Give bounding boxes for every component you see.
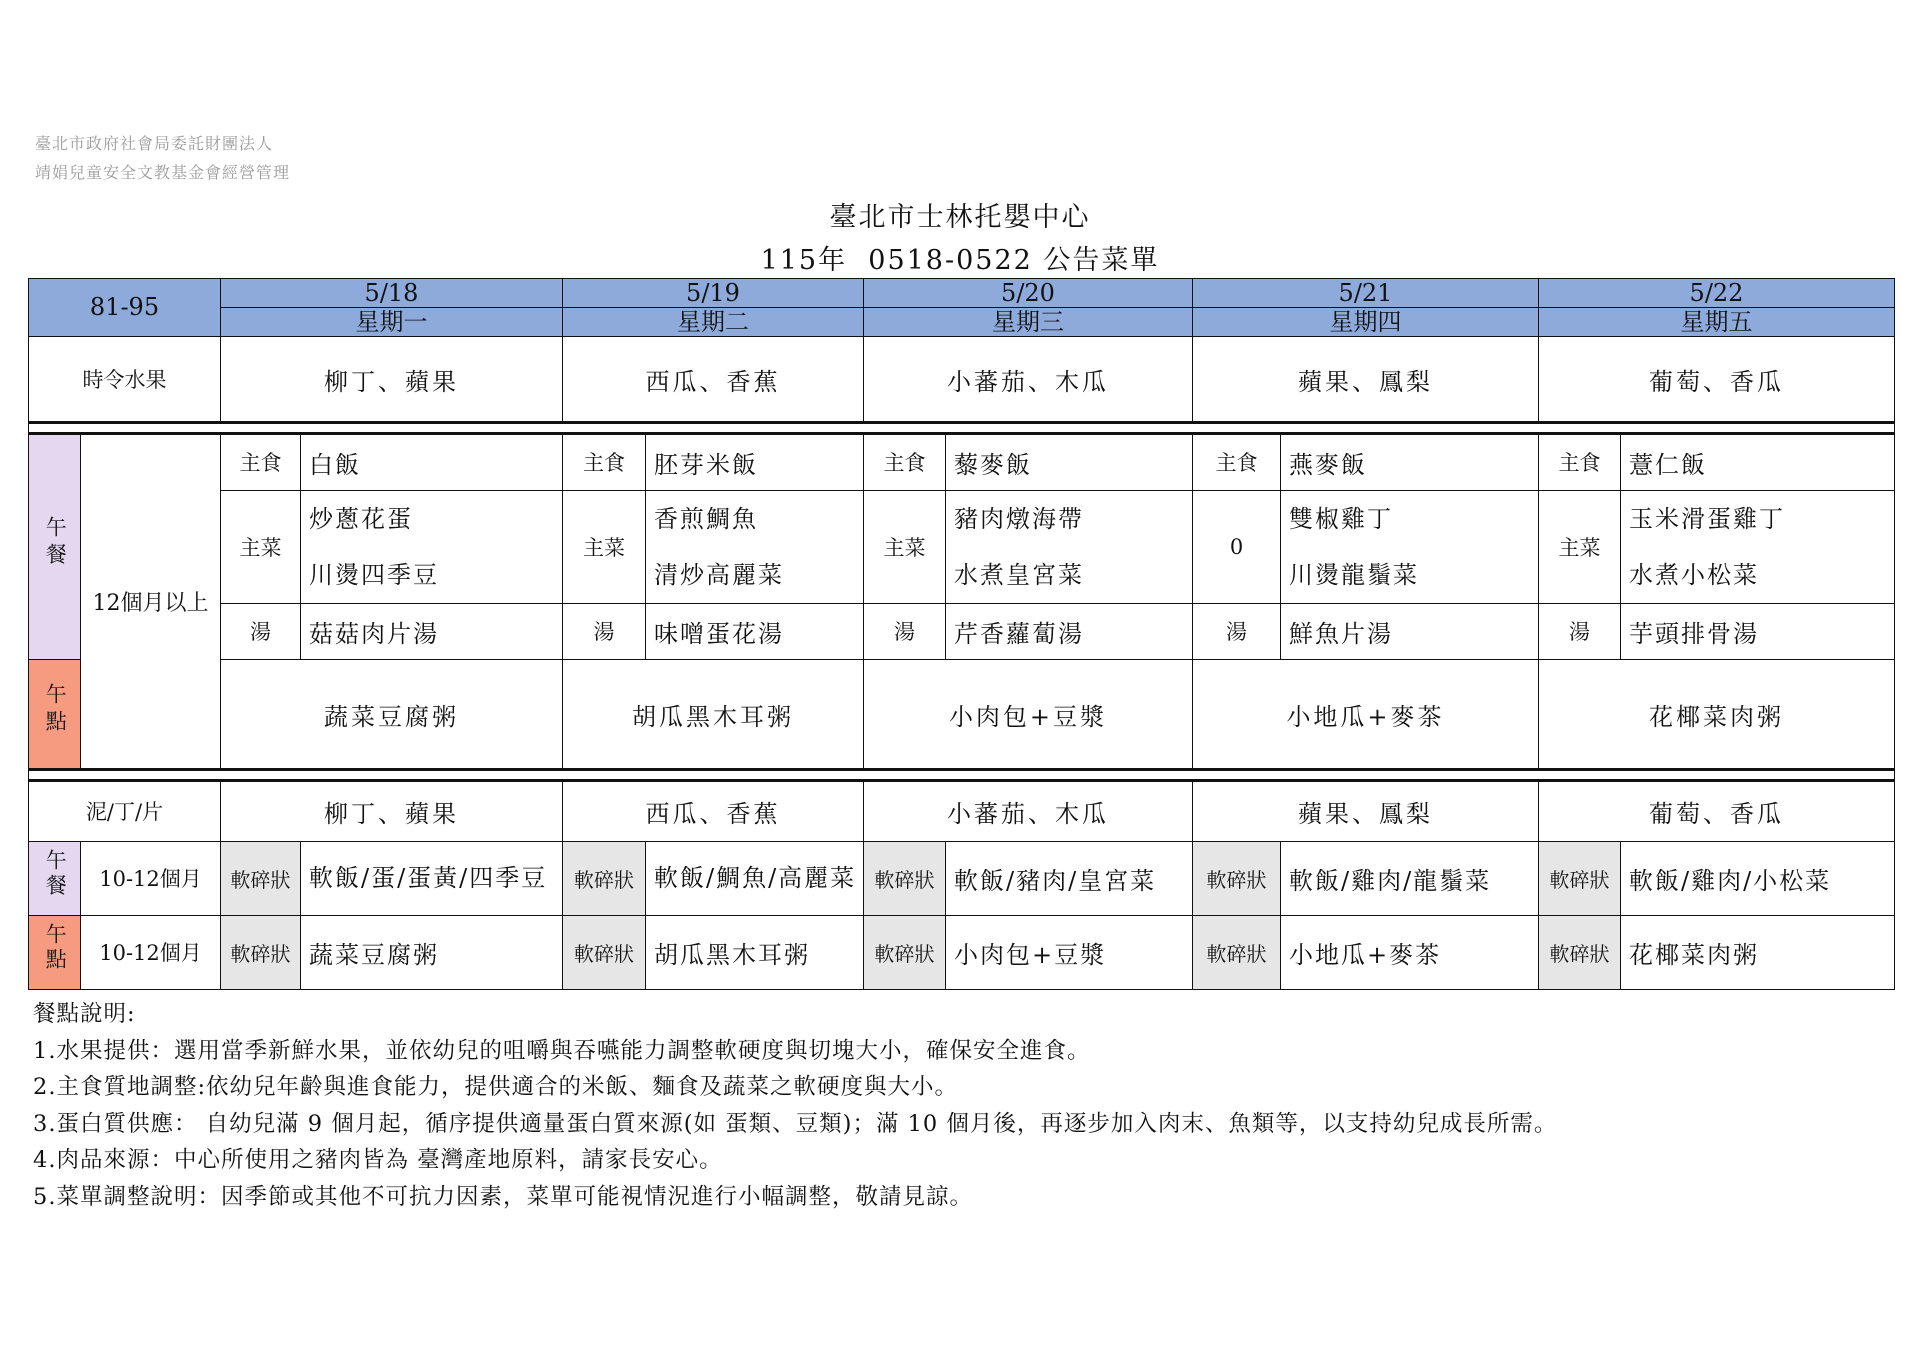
note-item-5: 5.菜單調整說明：因季節或其他不可抗力因素，菜單可能視情況進行小幅調整，敬請見諒。 xyxy=(33,1183,973,1210)
weekday-tue: 星期二 xyxy=(563,308,864,337)
young-snack-age: 10-12個月 xyxy=(81,915,221,989)
young-lunch-texture-wed: 軟碎狀 xyxy=(864,841,946,915)
main-label-wed: 主菜 xyxy=(864,490,946,603)
soup-label-thu: 湯 xyxy=(1193,603,1281,659)
meal-notes xyxy=(33,996,1557,1215)
main-fri-1: 玉米滑蛋雞丁 xyxy=(1629,504,1785,533)
note-item-1: 1.水果提供：選用當季新鮮水果，並依幼兒的咀嚼與吞嚥能力調整軟硬度與切塊大小，確保安全進食。 xyxy=(33,1037,1091,1064)
main-fri-2: 水煮小松菜 xyxy=(1629,560,1759,589)
main-tue xyxy=(646,490,864,603)
puree-fruit-wed: 小蕃茄、木瓜 xyxy=(864,781,1193,841)
staple-thu: 燕麥飯 xyxy=(1281,434,1539,490)
notes-heading: 餐點說明: xyxy=(33,1001,136,1027)
weekday-wed: 星期三 xyxy=(864,308,1193,337)
young-lunch-texture-fri: 軟碎狀 xyxy=(1539,841,1621,915)
date-wed: 5/20 xyxy=(864,279,1193,308)
young-snack-label: 午點 xyxy=(29,915,81,989)
older-age-label: 12個月以上 xyxy=(81,434,221,770)
fruit-fri: 葡萄、香瓜 xyxy=(1539,337,1895,423)
main-thu-2: 川燙龍鬚菜 xyxy=(1289,560,1419,589)
young-lunch-fri: 軟飯/雞肉/小松菜 xyxy=(1621,841,1895,915)
org-line-2: 靖娟兒童安全文教基金會經營管理 xyxy=(35,163,291,182)
young-lunch-mon: 軟飯/蛋/蛋黃/四季豆 xyxy=(301,841,563,915)
soup-label-fri: 湯 xyxy=(1539,603,1621,659)
fruit-wed: 小蕃茄、木瓜 xyxy=(864,337,1193,423)
young-lunch-texture-thu: 軟碎狀 xyxy=(1193,841,1281,915)
menu-table xyxy=(28,278,1895,990)
young-snack-wed: 小肉包+豆漿 xyxy=(946,915,1193,989)
young-snack-texture-thu: 軟碎狀 xyxy=(1193,915,1281,989)
soup-mon: 菇菇肉片湯 xyxy=(301,603,563,659)
staple-fri: 薏仁飯 xyxy=(1621,434,1895,490)
main-tue-1: 香煎鯛魚 xyxy=(654,504,758,533)
weekday-thu: 星期四 xyxy=(1193,308,1539,337)
staple-tue: 胚芽米飯 xyxy=(646,434,864,490)
young-snack-fri: 花椰菜肉粥 xyxy=(1621,915,1895,989)
young-snack-texture-tue: 軟碎狀 xyxy=(563,915,646,989)
main-fri xyxy=(1621,490,1895,603)
staple-mon: 白飯 xyxy=(301,434,563,490)
soup-thu: 鮮魚片湯 xyxy=(1281,603,1539,659)
main-wed-1: 豬肉燉海帶 xyxy=(954,504,1084,533)
staple-label-tue: 主食 xyxy=(563,434,646,490)
weekday-fri: 星期五 xyxy=(1539,308,1895,337)
soup-label-wed: 湯 xyxy=(864,603,946,659)
date-mon: 5/18 xyxy=(221,279,563,308)
main-mon xyxy=(301,490,563,603)
soup-label-tue: 湯 xyxy=(563,603,646,659)
young-lunch-wed: 軟飯/豬肉/皇宮菜 xyxy=(946,841,1193,915)
age-range-cell: 81-95 xyxy=(29,279,221,337)
young-snack-tue: 胡瓜黑木耳粥 xyxy=(646,915,864,989)
young-snack-texture-fri: 軟碎狀 xyxy=(1539,915,1621,989)
main-label-tue: 主菜 xyxy=(563,490,646,603)
fruit-tue: 西瓜、香蕉 xyxy=(563,337,864,423)
main-wed-2: 水煮皇宮菜 xyxy=(954,560,1084,589)
soup-label-mon: 湯 xyxy=(221,603,301,659)
fruit-label: 時令水果 xyxy=(29,337,221,423)
main-mon-1: 炒蔥花蛋 xyxy=(309,504,413,533)
main-label-mon: 主菜 xyxy=(221,490,301,603)
main-label-fri: 主菜 xyxy=(1539,490,1621,603)
staple-label-fri: 主食 xyxy=(1539,434,1621,490)
young-lunch-age: 10-12個月 xyxy=(81,841,221,915)
org-line-1: 臺北市政府社會局委託財團法人 xyxy=(35,134,274,153)
puree-fruit-thu: 蘋果、鳳梨 xyxy=(1193,781,1539,841)
young-snack-mon: 蔬菜豆腐粥 xyxy=(301,915,563,989)
snack-mon: 蔬菜豆腐粥 xyxy=(221,660,563,770)
staple-label-thu: 主食 xyxy=(1193,434,1281,490)
staple-label-mon: 主食 xyxy=(221,434,301,490)
young-lunch-label: 午餐 xyxy=(29,841,81,915)
main-mon-2: 川燙四季豆 xyxy=(309,560,439,589)
young-snack-texture-wed: 軟碎狀 xyxy=(864,915,946,989)
note-item-4: 4.肉品來源：中心所使用之豬肉皆為 臺灣產地原料，請家長安心。 xyxy=(33,1147,723,1173)
fruit-mon: 柳丁、蘋果 xyxy=(221,337,563,423)
snack-label: 午點 xyxy=(29,660,81,770)
staple-wed: 藜麥飯 xyxy=(946,434,1193,490)
page-title: 臺北市士林托嬰中心 xyxy=(829,202,1091,233)
main-thu-1: 雙椒雞丁 xyxy=(1289,504,1393,533)
young-lunch-tue: 軟飯/鯛魚/高麗菜 xyxy=(646,841,864,915)
soup-wed: 芹香蘿蔔湯 xyxy=(946,603,1193,659)
main-tue-2: 清炒高麗菜 xyxy=(654,560,784,589)
main-thu xyxy=(1281,490,1539,603)
lunch-label: 午餐 xyxy=(29,434,81,660)
puree-fruit-tue: 西瓜、香蕉 xyxy=(563,781,864,841)
young-snack-texture-mon: 軟碎狀 xyxy=(221,915,301,989)
soup-fri: 芋頭排骨湯 xyxy=(1621,603,1895,659)
young-snack-thu: 小地瓜+麥茶 xyxy=(1281,915,1539,989)
snack-tue: 胡瓜黑木耳粥 xyxy=(563,660,864,770)
weekday-mon: 星期一 xyxy=(221,308,563,337)
young-lunch-thu: 軟飯/雞肉/龍鬚菜 xyxy=(1281,841,1539,915)
soup-tue: 味噌蛋花湯 xyxy=(646,603,864,659)
date-tue: 5/19 xyxy=(563,279,864,308)
snack-wed: 小肉包+豆漿 xyxy=(864,660,1193,770)
main-wed xyxy=(946,490,1193,603)
main-label-thu: 0 xyxy=(1193,490,1281,603)
page-subtitle: 115年 0518-0522 公告菜單 xyxy=(760,245,1160,276)
note-item-2: 2.主食質地調整:依幼兒年齡與進食能力，提供適合的米飯、麵食及蔬菜之軟硬度與大小。 xyxy=(33,1074,959,1100)
date-fri: 5/22 xyxy=(1539,279,1895,308)
fruit-thu: 蘋果、鳳梨 xyxy=(1193,337,1539,423)
snack-fri: 花椰菜肉粥 xyxy=(1539,660,1895,770)
puree-label: 泥/丁/片 xyxy=(29,781,221,841)
snack-thu: 小地瓜+麥茶 xyxy=(1193,660,1539,770)
young-lunch-texture-mon: 軟碎狀 xyxy=(221,841,301,915)
staple-label-wed: 主食 xyxy=(864,434,946,490)
puree-fruit-mon: 柳丁、蘋果 xyxy=(221,781,563,841)
puree-fruit-fri: 葡萄、香瓜 xyxy=(1539,781,1895,841)
date-thu: 5/21 xyxy=(1193,279,1539,308)
note-item-3: 3.蛋白質供應： 自幼兒滿 9 個月起，循序提供適量蛋白質來源(如 蛋類、豆類)；滿 10 個月後，再逐步加入肉末、魚類等，以支持幼兒成長所需。 xyxy=(33,1110,1558,1137)
young-lunch-texture-tue: 軟碎狀 xyxy=(563,841,646,915)
